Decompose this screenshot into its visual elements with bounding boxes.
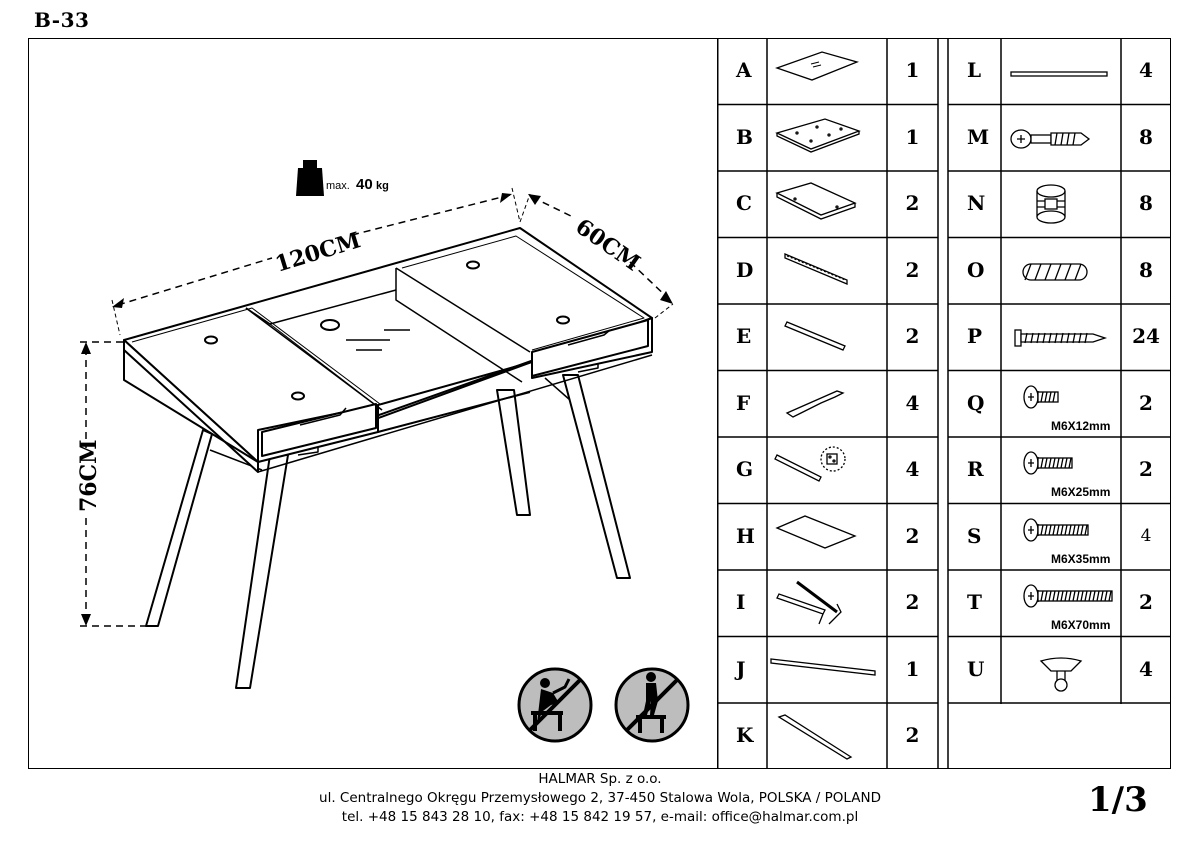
weight-icon [296, 160, 324, 196]
company-name: HALMAR Sp. z o.o. [538, 771, 662, 787]
part-letter-f: F [736, 390, 751, 415]
drawer-bottom-icon [767, 512, 887, 564]
part-qty-m: 8 [1139, 124, 1153, 149]
max-label: max. [326, 180, 350, 192]
cam-bolt-icon [1001, 113, 1121, 165]
part-qty-e: 2 [905, 324, 920, 348]
part-qty-o: 8 [1139, 257, 1153, 282]
leg-frame-icon [767, 578, 887, 630]
max-unit: kg [376, 180, 389, 192]
part-qty-g: 4 [905, 457, 920, 481]
part-qty-p: 24 [1132, 324, 1160, 348]
part-qty-i: 2 [905, 590, 920, 614]
dimension-width: 120CM [272, 227, 364, 278]
part-letter-j: J [736, 656, 746, 681]
footer [300, 770, 900, 827]
top-panel-icon [767, 46, 887, 98]
wooden-dowel-icon [1001, 246, 1121, 298]
part-qty-b: 1 [905, 124, 920, 149]
part-letter-l: L [967, 58, 982, 82]
thin-strip-icon [1001, 46, 1121, 98]
part-letter-b: B [736, 124, 753, 149]
company-contact: tel. +48 15 843 28 10, fax: +48 15 842 19 57, e-mail: office@halmar.com.pl [341, 809, 859, 825]
model-code: B-33 [34, 8, 90, 32]
part-qty-r: 2 [1139, 457, 1153, 481]
no-climbing-icon [616, 669, 688, 741]
part-letter-s: S [967, 523, 982, 548]
page-number: 1/3 [1088, 780, 1148, 820]
cam-lock-icon [1001, 179, 1121, 231]
part-letter-i: I [736, 590, 746, 614]
part-letter-d: D [736, 257, 754, 282]
short-rail-icon [767, 312, 887, 364]
part-letter-u: U [967, 656, 985, 681]
desk-drawing [28, 38, 718, 769]
part-letter-q: Q [967, 390, 985, 415]
part-qty-u: 4 [1139, 656, 1153, 681]
part-spec-s: M6X35mm [1051, 551, 1111, 566]
wood-screw-icon [1001, 312, 1121, 364]
part-letter-h: H [736, 523, 755, 548]
panel-with-holes-icon [767, 113, 887, 165]
brace-bar-icon [767, 711, 887, 763]
part-qty-s: 4 [1140, 525, 1152, 546]
part-qty-c: 2 [905, 191, 920, 215]
part-letter-a: A [736, 58, 752, 82]
part-spec-q: M6X12mm [1051, 418, 1111, 433]
part-qty-h: 2 [905, 523, 920, 548]
foot-glide-icon [1001, 645, 1121, 697]
part-letter-o: O [967, 257, 985, 282]
part-qty-a: 1 [905, 58, 920, 82]
part-qty-d: 2 [905, 257, 920, 282]
part-letter-c: C [736, 191, 752, 215]
company-address: ul. Centralnego Okręgu Przemysłowego 2, 37-450 Stalowa Wola, POLSKA / POLAND [319, 790, 881, 806]
drawer-slide-icon [767, 445, 887, 497]
part-qty-q: 2 [1139, 390, 1153, 415]
part-letter-n: N [967, 191, 986, 215]
part-letter-m: M [967, 124, 990, 149]
handle-rail-icon [767, 379, 887, 431]
long-bar-icon [767, 645, 887, 697]
rail-icon [767, 246, 887, 298]
no-standing-on-desk-icon [519, 669, 591, 741]
part-qty-t: 2 [1139, 590, 1153, 614]
dimension-depth: 60CM [570, 213, 645, 277]
part-qty-k: 2 [905, 723, 920, 747]
part-qty-f: 4 [905, 390, 920, 415]
part-letter-t: T [967, 590, 982, 614]
part-letter-r: R [967, 457, 984, 481]
part-letter-k: K [736, 723, 754, 747]
side-panel-icon [767, 179, 887, 231]
part-qty-j: 1 [905, 656, 920, 681]
max-value: 40 [356, 176, 373, 193]
part-spec-r: M6X25mm [1051, 485, 1111, 499]
dimension-height: 76CM [76, 439, 102, 512]
part-qty-l: 4 [1139, 58, 1153, 82]
part-letter-g: G [736, 457, 754, 481]
part-qty-n: 8 [1139, 191, 1153, 215]
part-letter-e: E [736, 324, 752, 348]
part-spec-t: M6X70mm [1051, 618, 1111, 632]
part-letter-p: P [967, 324, 983, 348]
